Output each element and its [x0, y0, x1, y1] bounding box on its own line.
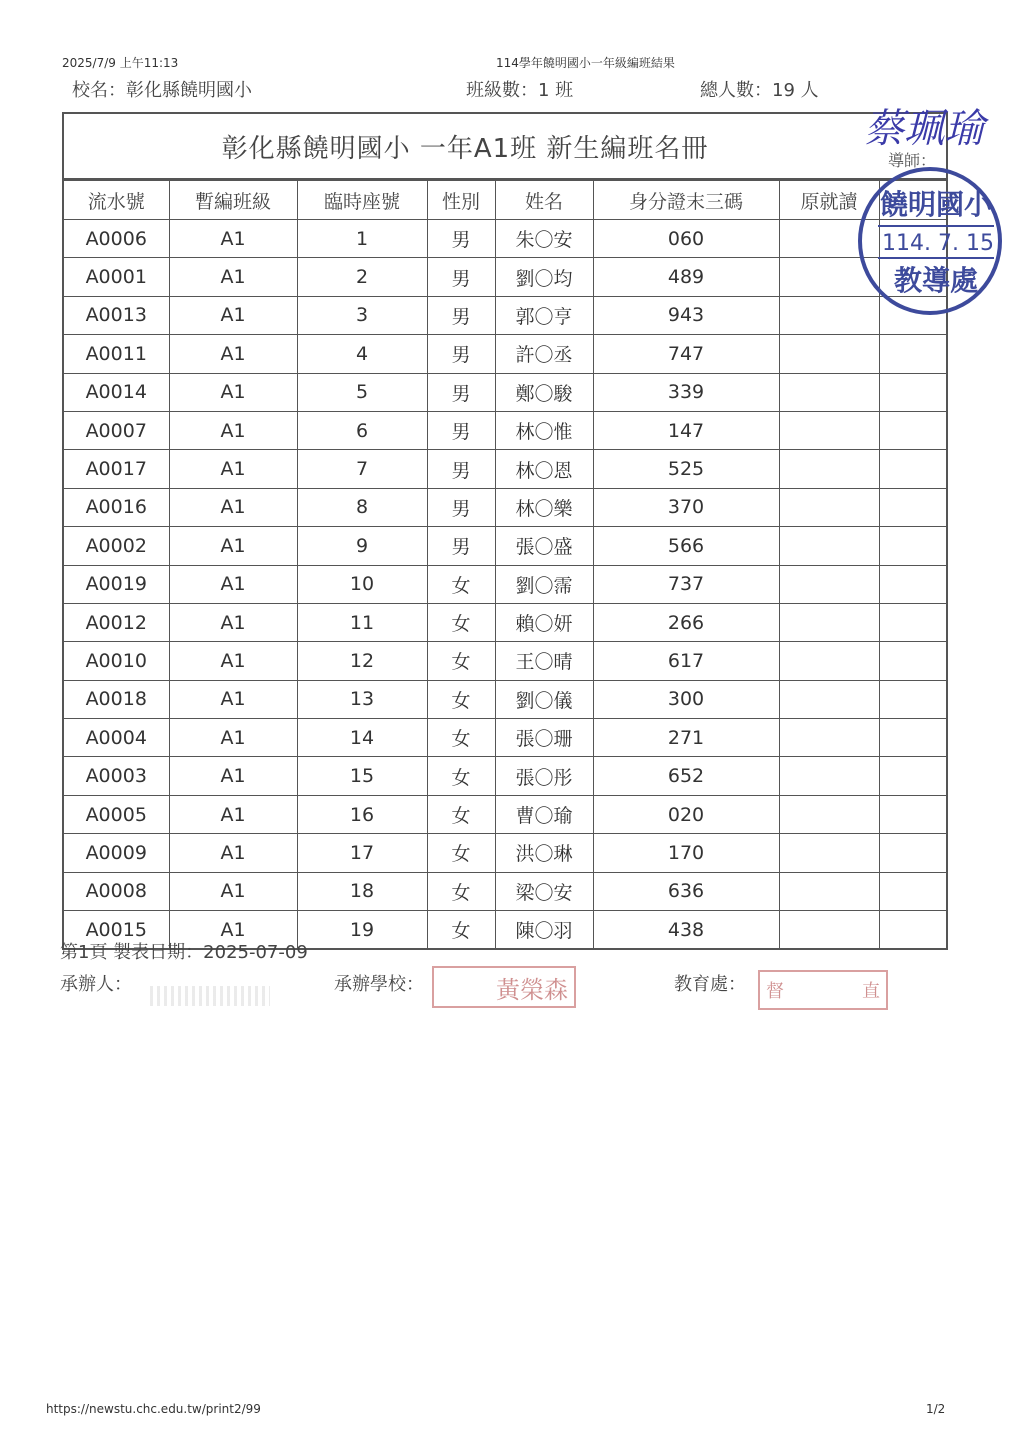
col-seat: 臨時座號 [297, 181, 427, 220]
cell-seat: 10 [297, 565, 427, 603]
cell-previous-school [779, 565, 879, 603]
cell-previous-school [779, 527, 879, 565]
cell-serial: A0006 [64, 220, 169, 258]
cell-idcode: 438 [593, 911, 779, 949]
table-row [64, 411, 946, 449]
cell-gender: 男 [427, 258, 495, 296]
table-row [64, 603, 946, 641]
cell-serial: A0015 [64, 911, 169, 949]
cell-class: A1 [169, 411, 297, 449]
cell-serial: A0013 [64, 296, 169, 334]
cell-seat: 8 [297, 488, 427, 526]
table-row [64, 335, 946, 373]
col-name: 姓名 [495, 181, 593, 220]
cell-gender: 男 [427, 296, 495, 334]
teacher-signature [862, 96, 992, 166]
cell-idcode: 652 [593, 757, 779, 795]
total-students: 總人數：19 人 [700, 80, 819, 101]
roster-title-text: 彰化縣饒明國小 一年A1班 新生編班名冊 [221, 133, 709, 164]
cell-serial: A0010 [64, 642, 169, 680]
school-seal [432, 966, 576, 1008]
cell-previous-school [779, 373, 879, 411]
cell-serial: A0014 [64, 373, 169, 411]
cell-idcode: 737 [593, 565, 779, 603]
col-idcode: 身分證末三碼 [593, 181, 779, 220]
col-serial: 流水號 [64, 181, 169, 220]
cell-gender: 男 [427, 335, 495, 373]
page-url: https://newstu.chc.edu.tw/print2/99 [46, 1402, 261, 1416]
edu-seal-right-text: 直 [862, 981, 880, 1002]
cell-gender: 男 [427, 411, 495, 449]
cell-class: A1 [169, 450, 297, 488]
cell-idcode: 300 [593, 680, 779, 718]
cell-extra [879, 527, 946, 565]
cell-gender: 男 [427, 220, 495, 258]
cell-serial: A0005 [64, 795, 169, 833]
cell-name: 王〇晴 [495, 642, 593, 680]
print-datetime: 2025/7/9 上午11:13 [62, 56, 179, 70]
cell-seat: 13 [297, 680, 427, 718]
cell-serial: A0012 [64, 603, 169, 641]
cell-idcode: 271 [593, 719, 779, 757]
page-date: 第1頁 製表日期：2025-07-09 [60, 942, 308, 963]
table-row [64, 450, 946, 488]
cell-seat: 7 [297, 450, 427, 488]
cell-idcode: 170 [593, 834, 779, 872]
cell-serial: A0011 [64, 335, 169, 373]
cell-idcode: 747 [593, 335, 779, 373]
cell-serial: A0001 [64, 258, 169, 296]
table-row [64, 680, 946, 718]
cell-gender: 女 [427, 834, 495, 872]
cell-previous-school [779, 488, 879, 526]
cell-name: 張〇珊 [495, 719, 593, 757]
cell-gender: 女 [427, 680, 495, 718]
cell-class: A1 [169, 220, 297, 258]
cell-previous-school [779, 911, 879, 949]
cell-name: 林〇樂 [495, 488, 593, 526]
cell-name: 林〇恩 [495, 450, 593, 488]
cell-class: A1 [169, 373, 297, 411]
cell-name: 郭〇亨 [495, 296, 593, 334]
cell-previous-school [779, 834, 879, 872]
cell-name: 張〇盛 [495, 527, 593, 565]
cell-extra [879, 719, 946, 757]
table-row [64, 220, 946, 258]
cell-class: A1 [169, 834, 297, 872]
cell-class: A1 [169, 642, 297, 680]
cell-class: A1 [169, 258, 297, 296]
cell-name: 梁〇安 [495, 872, 593, 910]
cell-seat: 6 [297, 411, 427, 449]
col-gender: 性別 [427, 181, 495, 220]
table-row [64, 258, 946, 296]
cell-idcode: 489 [593, 258, 779, 296]
cell-seat: 4 [297, 335, 427, 373]
cell-serial: A0007 [64, 411, 169, 449]
cell-previous-school [779, 335, 879, 373]
cell-gender: 女 [427, 757, 495, 795]
col-previous-school: 原就讀 [779, 181, 879, 220]
cell-idcode: 060 [593, 220, 779, 258]
cell-gender: 女 [427, 719, 495, 757]
cell-seat: 17 [297, 834, 427, 872]
cell-name: 賴〇妍 [495, 603, 593, 641]
cell-seat: 12 [297, 642, 427, 680]
cell-previous-school [779, 411, 879, 449]
cell-extra [879, 642, 946, 680]
cell-extra [879, 565, 946, 603]
cell-extra [879, 795, 946, 833]
school-name: 校名：彰化縣饒明國小 [72, 80, 252, 101]
cell-serial: A0004 [64, 719, 169, 757]
cell-extra [879, 834, 946, 872]
cell-previous-school [779, 757, 879, 795]
cell-seat: 18 [297, 872, 427, 910]
table-row [64, 373, 946, 411]
cell-extra [879, 450, 946, 488]
table-row [64, 527, 946, 565]
table-row [64, 296, 946, 334]
cell-name: 曹〇瑜 [495, 795, 593, 833]
cell-class: A1 [169, 565, 297, 603]
cell-gender: 女 [427, 795, 495, 833]
cell-gender: 女 [427, 911, 495, 949]
cell-serial: A0009 [64, 834, 169, 872]
stamp-date: 114. 7. 15 [882, 231, 994, 256]
cell-previous-school [779, 450, 879, 488]
print-title: 114學年饒明國小一年級編班結果 [496, 56, 675, 70]
cell-name: 劉〇儀 [495, 680, 593, 718]
header-row [64, 181, 946, 220]
cell-gender: 男 [427, 373, 495, 411]
cell-name: 劉〇均 [495, 258, 593, 296]
cell-seat: 14 [297, 719, 427, 757]
edu-seal [758, 970, 888, 1010]
cell-class: A1 [169, 603, 297, 641]
table-row [64, 642, 946, 680]
cell-extra [879, 603, 946, 641]
cell-class: A1 [169, 872, 297, 910]
cell-idcode: 566 [593, 527, 779, 565]
cell-idcode: 943 [593, 296, 779, 334]
cell-extra [879, 872, 946, 910]
handler-label: 承辦人： [60, 974, 132, 995]
cell-seat: 3 [297, 296, 427, 334]
cell-seat: 9 [297, 527, 427, 565]
cell-idcode: 266 [593, 603, 779, 641]
cell-name: 林〇惟 [495, 411, 593, 449]
cell-previous-school [779, 795, 879, 833]
cell-extra [879, 373, 946, 411]
roster-sheet [62, 112, 948, 950]
teacher-label: 導師： [887, 151, 936, 170]
cell-serial: A0019 [64, 565, 169, 603]
cell-seat: 15 [297, 757, 427, 795]
cell-class: A1 [169, 911, 297, 949]
cell-idcode: 339 [593, 373, 779, 411]
cell-seat: 5 [297, 373, 427, 411]
cell-class: A1 [169, 335, 297, 373]
cell-name: 鄭〇駿 [495, 373, 593, 411]
cell-serial: A0003 [64, 757, 169, 795]
cell-idcode: 636 [593, 872, 779, 910]
cell-previous-school [779, 719, 879, 757]
cell-serial: A0016 [64, 488, 169, 526]
table-row [64, 488, 946, 526]
school-seal-text: 黃榮森 [496, 975, 568, 1004]
cell-extra [879, 911, 946, 949]
stamp-office: 教導處 [893, 264, 979, 297]
cell-gender: 女 [427, 872, 495, 910]
cell-serial: A0008 [64, 872, 169, 910]
table-row [64, 719, 946, 757]
cell-serial: A0018 [64, 680, 169, 718]
cell-name: 許〇丞 [495, 335, 593, 373]
cell-class: A1 [169, 488, 297, 526]
cell-seat: 2 [297, 258, 427, 296]
table-row [64, 834, 946, 872]
cell-extra [879, 411, 946, 449]
page-count: 1/2 [926, 1402, 946, 1416]
cell-gender: 女 [427, 565, 495, 603]
roster-title [64, 114, 946, 180]
cell-name: 張〇彤 [495, 757, 593, 795]
cell-seat: 19 [297, 911, 427, 949]
cell-name: 陳〇羽 [495, 911, 593, 949]
table-row [64, 795, 946, 833]
cell-previous-school [779, 642, 879, 680]
cell-gender: 女 [427, 603, 495, 641]
cell-extra [879, 757, 946, 795]
cell-class: A1 [169, 680, 297, 718]
handler-signature-smudge [150, 986, 270, 1006]
cell-seat: 11 [297, 603, 427, 641]
cell-previous-school [779, 680, 879, 718]
cell-gender: 男 [427, 527, 495, 565]
roster-table [64, 180, 946, 948]
edu-label: 教育處： [674, 974, 746, 995]
cell-class: A1 [169, 527, 297, 565]
cell-idcode: 525 [593, 450, 779, 488]
school-label: 承辦學校： [334, 974, 424, 995]
cell-class: A1 [169, 757, 297, 795]
cell-extra [879, 335, 946, 373]
cell-gender: 男 [427, 450, 495, 488]
signature-text: 蔡珮瑜 [864, 106, 984, 152]
cell-gender: 女 [427, 642, 495, 680]
cell-idcode: 020 [593, 795, 779, 833]
cell-previous-school [779, 603, 879, 641]
cell-name: 朱〇安 [495, 220, 593, 258]
cell-idcode: 147 [593, 411, 779, 449]
cell-name: 劉〇霈 [495, 565, 593, 603]
cell-idcode: 617 [593, 642, 779, 680]
school-round-stamp [856, 166, 1004, 316]
table-row [64, 565, 946, 603]
cell-seat: 16 [297, 795, 427, 833]
cell-serial: A0017 [64, 450, 169, 488]
cell-serial: A0002 [64, 527, 169, 565]
cell-extra [879, 488, 946, 526]
stamp-school: 饒明國小 [879, 188, 993, 221]
cell-name: 洪〇琳 [495, 834, 593, 872]
col-class: 暫編班級 [169, 181, 297, 220]
cell-extra [879, 680, 946, 718]
cell-previous-school [779, 872, 879, 910]
cell-gender: 男 [427, 488, 495, 526]
cell-class: A1 [169, 296, 297, 334]
table-row [64, 757, 946, 795]
cell-class: A1 [169, 719, 297, 757]
table-row [64, 872, 946, 910]
class-count: 班級數：1 班 [466, 80, 574, 101]
cell-idcode: 370 [593, 488, 779, 526]
edu-seal-left-text: 督 [766, 981, 784, 1002]
cell-seat: 1 [297, 220, 427, 258]
cell-class: A1 [169, 795, 297, 833]
